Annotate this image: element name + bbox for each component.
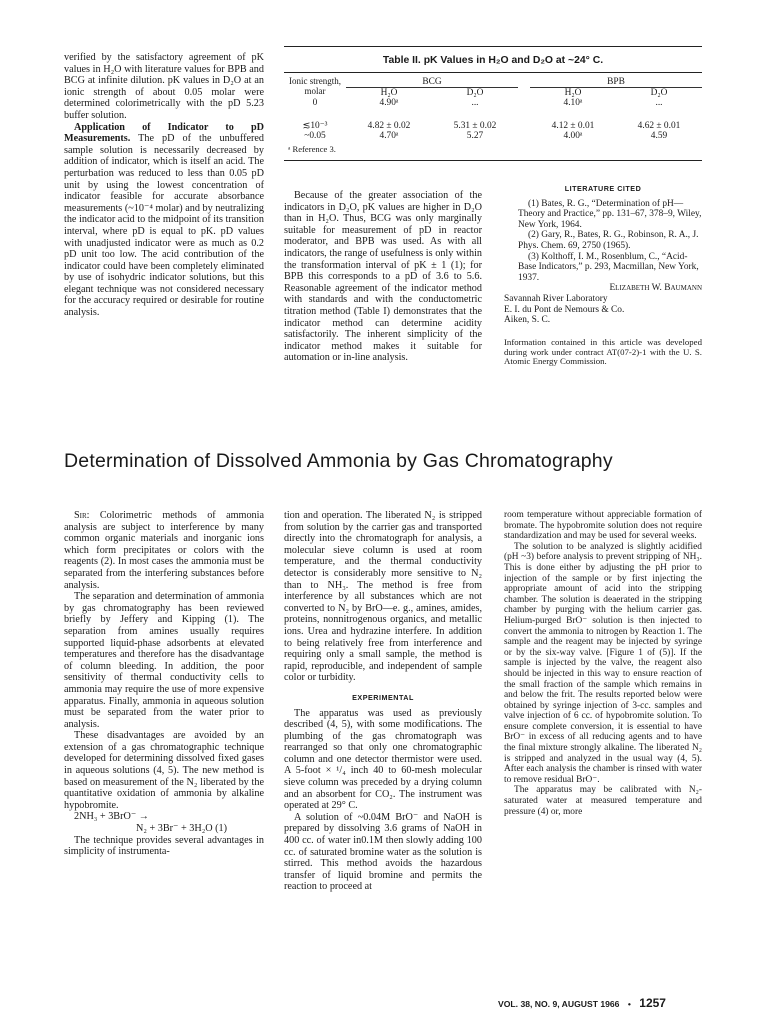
footer-bullet: •	[627, 999, 631, 1009]
table-row	[284, 98, 702, 108]
affiliation-line-1: Savannah River Laboratory	[504, 293, 608, 304]
upper-middle-column	[284, 190, 482, 364]
journal-issue: VOL. 38, NO. 9, AUGUST 1966	[498, 999, 620, 1009]
cell-bcg-h2o: 4.90ᵃ	[379, 98, 399, 109]
cell-bpb-h2o: 4.12 ± 0.01	[551, 120, 595, 131]
cell-bpb-h2o: 4.00ᵃ	[563, 130, 583, 141]
affiliation-line-3: Aiken, S. C.	[504, 315, 551, 326]
cell-bpb-d2o: 4.59	[650, 130, 668, 141]
paragraph-intro	[64, 510, 264, 591]
col-ionic-strength: Ionic strength, molar	[289, 76, 341, 96]
affiliation-line-2: E. I. du Pont de Nemours & Co.	[504, 304, 625, 315]
paragraph-solution: A solution of ~0.04M BrO⁻ and NaOH is prepared by dissolving 3.6 grams of NaOH in 400 cc. of water in0.1M then slowly adding 100 cc. of saturated bromine water as the solution is stirred. This method avoids the hazardous transfer of liquid bromine and permits the reaction to proceed at	[284, 811, 482, 893]
row-label: ≲10⁻³	[302, 120, 328, 131]
page-footer	[498, 996, 666, 1010]
run-in-heading-pd: Application of Indicator to pD Measurements.	[64, 121, 264, 145]
equation-line-1: 2NH₃ + 3BrO⁻ →	[74, 811, 149, 823]
paragraph-apparatus: The apparatus was used as previously described (4, 5), with some modifications. The plumbing of the gas chromatograph was rearranged so that only one chromatographic column and one detector thermistor were used. A 5-foot × ¹/₄ inch 40 to 60-mesh molecular sieve column was preceded by a drying column and an absorbent for CO₂. The instrument was operated at 29° C.	[284, 707, 482, 812]
lower-left-column	[64, 510, 264, 858]
subhead-bcg-d2o: D₂O	[466, 88, 484, 99]
paragraph-advantages: The technique provides several advantages in simplicity of instrumenta-	[64, 834, 264, 858]
table-top-rule	[284, 46, 702, 47]
table-ii	[284, 46, 702, 161]
cell-bpb-d2o: 4.62 ± 0.01	[637, 120, 681, 131]
upper-left-column	[64, 52, 264, 319]
reference-2: (2) Gary, R., Bates, R. G., Robinson, R. A., J. Phys. Chem. 69, 2750 (1965).	[518, 230, 699, 251]
paragraph-calibration: The apparatus may be calibrated with N₂-saturated water at measured temperature and pressure (4) or, more	[504, 785, 702, 817]
cell-bpb-h2o: 4.10ᵃ	[563, 98, 583, 109]
subhead-bpb-d2o: D₂O	[650, 88, 668, 99]
paragraph-intro-text: Colorimetric methods of ammonia analysis are subject to interference by many common organic materials and inorganic ions which form precipitates or colors with the reagents (2). In most cases the ammonia must be separated from the interfering substances before analysis.	[64, 510, 264, 591]
cell-bcg-d2o: 5.31 ± 0.02	[453, 120, 497, 131]
paragraph-pk-verification: verified by the satisfactory agreement of pK values in H₂O with literature values for BPB and BCG at infinite dilution. pK values in D₂O at an ionic strength of about 0.05 molar were determined colorimetrically with the pD 5.23 buffer solution.	[64, 52, 264, 121]
table-title: Table II. pK Values in H₂O and D₂O at ~24° C.	[382, 55, 604, 66]
paragraph-pd-text: The pD of the unbuffered sample solution is necessarily decreased by addition of indicator, which is itself an acid. The perturbation was reduced to less than 0.05 pD unit by using the lowest concentration of indicator feasible for accurate absorbance measurements (~10⁻⁴ molar) and by neutralizing the indicator acid to the midpoint of its transition interval, where pD is equal to pK. pD values with unadjusted indicator were as much as 0.2 pD unit too low. The acid contribution of the indicator could have been completely eliminated by use of isohydric indicator solutions, but this elegant technique was not considered necessary for the accuracy required or desirable for routine analysis.	[64, 133, 264, 319]
subhead-bpb-h2o: H₂O	[564, 88, 582, 99]
table-row	[284, 109, 702, 131]
table-row	[284, 131, 702, 141]
cell-bcg-h2o: 4.82 ± 0.02	[367, 120, 411, 131]
experimental-heading: EXPERIMENTAL	[352, 692, 414, 702]
group-bcg: BCG	[346, 73, 518, 88]
table-bottom-rule	[284, 160, 702, 161]
table-footnote: ᵃ Reference 3.	[288, 144, 336, 155]
lower-middle-column	[284, 510, 482, 893]
lower-right-column	[504, 510, 702, 817]
page-number: 1257	[639, 996, 666, 1010]
group-bpb: BPB	[530, 73, 702, 88]
paragraph-d2o-association: Because of the greater association of the indicators in D₂O, pK values are higher in D₂O than in H₂O. Thus, BCG was only marginally suitable for measurement of pD in reactor moderator, and BPB was used. As with all indicators, the range of usefulness is only within the transformation interval of pK ± 1 (1); for BPB this corresponds to a pD of 3.6 to 5.6. Reasonable agreement of the indicator method with standards and with the conductometric titration method (Table I) demonstrates that the indicator method can determine acidity satisfactorily. The inherent simplicity of the indicator method makes it suitable for automation or in-line analysis.	[284, 190, 482, 364]
literature-cited-heading: LITERATURE CITED	[564, 184, 642, 193]
article-title: Determination of Dissolved Ammonia by Gas Chromatography	[64, 450, 613, 472]
row-label: ~0.05	[304, 130, 326, 141]
paragraph-method: These disadvantages are avoided by an extension of a gas chromatographic technique developed for determining dissolved fixed gases in aqueous solutions (4, 5). The new method is based on measurement of the N₂ liberated by the quantitative oxidation of ammonia by alkaline hypobromite.	[64, 730, 264, 811]
cell-bcg-d2o: ...	[471, 98, 479, 109]
paragraph-pd-measurements	[64, 122, 264, 319]
equation-line-2: N₂ + 3Br⁻ + 3H₂O (1)	[136, 823, 228, 835]
cell-bcg-h2o: 4.70ᵃ	[379, 130, 399, 141]
upper-right-column	[504, 184, 702, 367]
paragraph-separation: The separation and determination of ammonia by gas chromatography has been reviewed briefly by Jeffery and Kipping (1). The separation from amines usually requires supported liquid-phase adsorbents at elevated temperatures and therefore has the disadvantage of column bleeding. In addition, the poor sensitivity of thermal conductivity cells to ammonia may require the use of more expensive apparatus. Finally, ammonia in aqueous solution must be separated from the water prior to analysis.	[64, 591, 264, 730]
row-label: 0	[312, 98, 318, 109]
contract-note: Information contained in this article was developed during work under contract AT(07-2)-1 with the U. S. Atomic Energy Commission.	[504, 336, 702, 367]
salutation: Sir:	[74, 510, 90, 521]
author-name: Elizabeth W. Baumann	[609, 283, 702, 294]
paragraph-room-temperature: room temperature without appreciable formation of bromate. The hypobromite solution does not require standardization and may be used for several weeks.	[504, 510, 702, 542]
cell-bpb-d2o: ...	[655, 98, 663, 109]
pk-table	[284, 73, 702, 141]
reference-1: (1) Bates, R. G., “Determination of pH—Theory and Practice,” pp. 131–67, 378–9, Wiley, New York, 1964.	[518, 198, 702, 230]
cell-bcg-d2o: 5.27	[466, 130, 484, 141]
paragraph-operation: tion and operation. The liberated N₂ is stripped from solution by the carrier gas and transported directly into the chromatograph for analysis, a molecular sieve column is used at room temperature, and the thermal conductivity detector is considerably more sensitive to N₂ than to NH₃. The method is free from interference by all substances which are not converted to N₂ by BrO—e. g., amines, amides, proteins, nonnitrogenous organics, and metallic ions. Urea and hydrazine interfere. In addition to being relatively free from interference and requiring only a small sample, the method is rapid, reproducible, and independent of sample color or turbidity.	[284, 510, 482, 684]
paragraph-analysis-procedure: The solution to be analyzed is slightly acidified (pH ~3) before analysis to prevent stripping of NH₃. This is done either by adjusting the pH prior to injection of the sample or by first injecting the appropriate amount of acid into the stripping chamber. The solution is deaerated in the stripping chamber by purging with the helium carrier gas. Helium-purged BrO⁻ solution is then injected to convert the ammonia to nitrogen by Reaction 1. The sample and the reagent may be injected by syringe or by the six-way valve. [Figure 1 of (5)]. If the sample is injected by the valve, the reagent also should be injected in this way to ensure reaction of the small fraction of the sample which remains in and below the frit. The results reported below were obtained by syringe injection of 3-cc. samples and valve injection of 6 cc. of hypobromite solution. To ensure complete conversion, it is essential to have BrO⁻ in excess of all reducing agents and to have the final mixture strongly alkaline. The liberated N₂ is stripped and analyzed in the usual way (4, 5). After each analysis the chamber is rinsed with water to remove residual BrO⁻.	[504, 541, 702, 785]
reference-3: (3) Kolthoff, I. M., Rosenblum, C., “Acid-Base Indicators,” p. 293, Macmillan, New York, 1937.	[518, 251, 699, 283]
subhead-bcg-h2o: H₂O	[380, 88, 398, 99]
